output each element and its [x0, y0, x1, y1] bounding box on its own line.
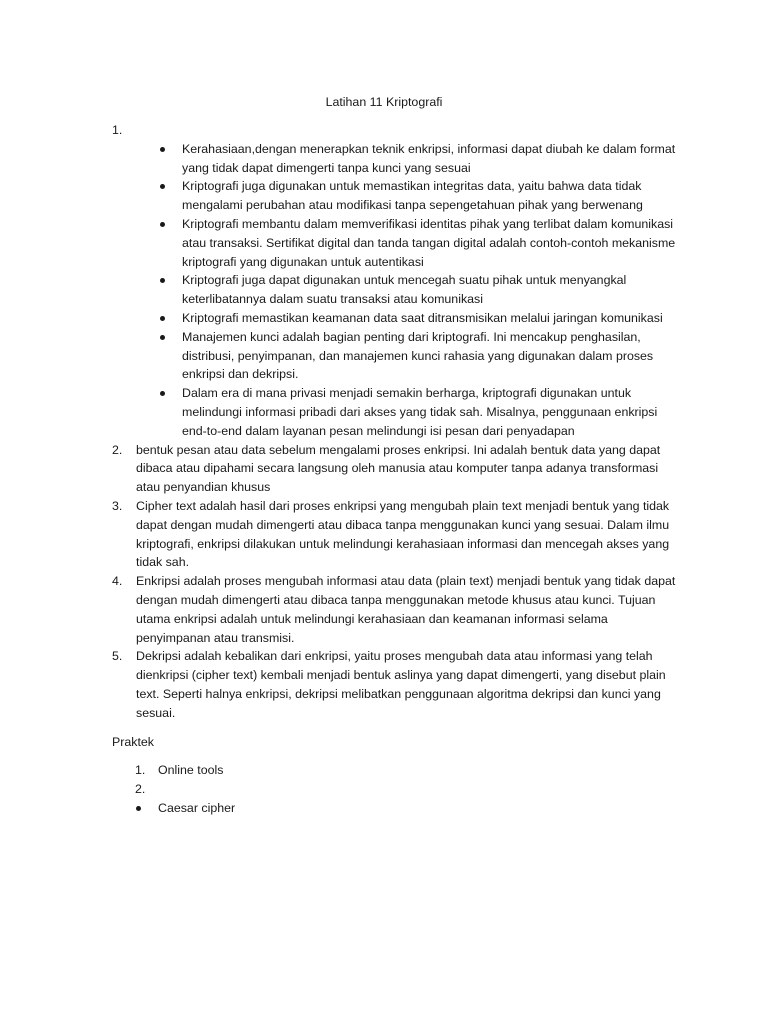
answer-item-2	[112, 441, 682, 497]
item-number: 2.	[112, 442, 123, 457]
item-text: Dekripsi adalah kebalikan dari enkripsi, yaitu proses mengubah data atau informasi yang telah dienkripsi (cipher text) kembali menjadi bentuk aslinya yang dapat dimengerti, yang disebut plain text. Seperti halnya enkripsi, dekripsi melibatkan penggunaan algoritma dekripsi dan kunci yang sesuai.	[136, 649, 666, 720]
bullet-icon	[160, 316, 165, 321]
bullet-icon	[160, 147, 165, 152]
item-number: 3.	[112, 498, 123, 513]
bullet-list	[182, 140, 682, 441]
item-number: 4.	[112, 574, 123, 589]
bullet-text: Kriptografi membantu dalam memverifikasi identitas pihak yang terlibat dalam komunikasi atau transaksi. Sertifikat digital dan tanda tangan digital adalah contoh-contoh mekanisme kriptografi yang digunakan untuk autentikasi	[182, 216, 676, 269]
bullet-icon	[160, 222, 165, 227]
item-number: 1.	[135, 763, 146, 777]
bullet-item	[182, 271, 682, 309]
bullet-text: Kriptografi memastikan keamanan data saat ditransmisikan melalui jaringan komunikasi	[182, 310, 663, 325]
praktek-heading: Praktek	[112, 735, 155, 749]
bullet-item	[182, 309, 682, 328]
answer-item-3	[112, 497, 682, 572]
bullet-icon	[136, 806, 141, 811]
praktek-item-1	[135, 761, 535, 780]
praktek-item-2	[135, 780, 535, 799]
bullet-icon	[160, 184, 165, 189]
bullet-text: Dalam era di mana privasi menjadi semakin berharga, kriptografi digunakan untuk melindungi informasi pribadi dari akses yang tidak sah. Misalnya, penggunaan enkripsi end-to-end dalam layanan pesan melindungi isi pesan dari penyadapan	[182, 386, 658, 438]
answer-item-1	[112, 121, 682, 441]
praktek-list	[135, 761, 535, 799]
item-text: Enkripsi adalah proses mengubah informasi atau data (plain text) menjadi bentuk yang tidak dapat dengan mudah dimengerti atau dibaca tanpa menggunakan metode khusus atau kunci. Tujuan utama enkripsi adalah untuk melindungi kerahasiaan dan keamanan informasi selama penyimpanan atau transmisi.	[136, 574, 676, 645]
bullet-item	[182, 384, 682, 440]
bullet-item	[182, 215, 682, 271]
bullet-item	[158, 799, 458, 818]
bullet-text: Kriptografi juga dapat digunakan untuk mencegah suatu pihak untuk menyangkal keterlibatannya dalam suatu transaksi atau komunikasi	[182, 273, 627, 307]
bullet-text: Kriptografi juga digunakan untuk memastikan integritas data, yaitu bahwa data tidak mengalami perubahan atau modifikasi tanpa sepengetahuan pihak yang berwenang	[182, 179, 643, 213]
item-number: 2.	[135, 781, 146, 796]
bullet-icon	[160, 335, 165, 340]
bullet-icon	[160, 391, 165, 396]
answer-item-5	[112, 647, 682, 722]
item-text: bentuk pesan atau data sebelum mengalami proses enkripsi. Ini adalah bentuk data yang dapat dibaca atau dipahami secara langsung oleh manusia atau komputer tanpa adanya transformasi atau penyandian khusus	[136, 442, 661, 495]
bullet-text: Manajemen kunci adalah bagian penting dari kriptografi. Ini mencakup penghasilan, distribusi, penyimpanan, dan manajemen kunci rahasia yang digunakan dalam proses enkripsi dan dekripsi.	[182, 329, 654, 382]
bullet-text: Caesar cipher	[158, 801, 236, 815]
bullet-icon	[160, 278, 165, 283]
bullet-item	[182, 328, 682, 384]
answer-item-4	[112, 572, 682, 647]
document-title: Latihan 11 Kriptografi	[325, 95, 443, 109]
item-number: 1.	[112, 123, 123, 137]
item-text: Cipher text adalah hasil dari proses enkripsi yang mengubah plain text menjadi bentuk yang tidak dapat dengan mudah dimengerti atau dibaca tanpa menggunakan kunci yang sesuai. Dalam ilmu kriptografi, enkripsi dilakukan untuk melindungi kerahasiaan informasi dan mencegah akses yang tidak sah.	[136, 498, 670, 570]
praktek-bullet-list	[158, 799, 458, 818]
item-number: 5.	[112, 649, 123, 664]
item-text	[136, 121, 682, 140]
bullet-item	[182, 177, 682, 215]
bullet-text: Kerahasiaan,dengan menerapkan teknik enkripsi, informasi dapat diubah ke dalam format yang tidak dapat dimengerti tanpa kunci yang sesuai	[182, 141, 676, 175]
answers-list	[112, 121, 682, 723]
item-text: Online tools	[158, 763, 224, 777]
bullet-item	[182, 140, 682, 178]
